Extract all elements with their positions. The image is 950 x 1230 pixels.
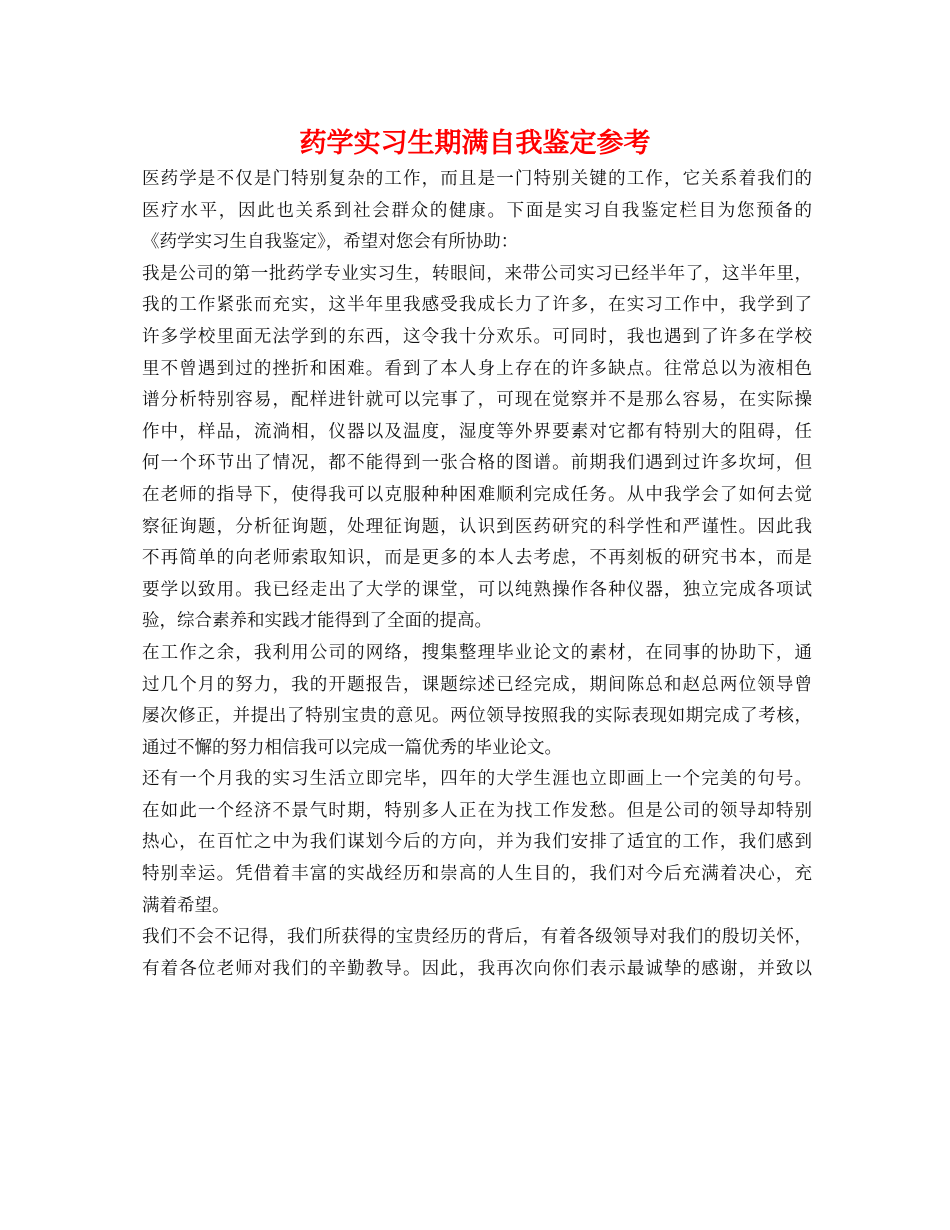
text-line: 我们不会不记得，我们所获得的宝贵经历的背后，有着各级领导对我们的殷切关怀， bbox=[142, 927, 812, 948]
text-line: 作中，样品，流淌相，仪器以及温度，湿度等外界要素对它都有特别大的阻碍，任 bbox=[142, 421, 812, 442]
document-body bbox=[142, 164, 812, 985]
text-line: 验，综合素养和实践才能得到了全面的提高。 bbox=[142, 611, 492, 632]
text-line: 在工作之余，我利用公司的网络，搜集整理毕业论文的素材，在同事的协助下，通 bbox=[142, 642, 812, 663]
text-line: 许多学校里面无法学到的东西，这令我十分欢乐。可同时，我也遇到了许多在学校 bbox=[142, 326, 812, 347]
text-line: 何一个环节出了情况，都不能得到一张合格的图谱。前期我们遇到过许多坎坷，但 bbox=[142, 453, 812, 474]
text-line: 在老师的指导下，使得我可以克服种种困难顺利完成任务。从中我学会了如何去觉 bbox=[142, 484, 812, 505]
text-line: 还有一个月我的实习生活立即完毕，四年的大学生涯也立即画上一个完美的句号。 bbox=[142, 769, 812, 790]
text-line: 里不曾遇到过的挫折和困难。看到了本人身上存在的许多缺点。往常总以为液相色 bbox=[142, 358, 812, 379]
text-line: 我的工作紧张而充实，这半年里我感受我成长力了许多，在实习工作中，我学到了 bbox=[142, 295, 812, 316]
text-line: 谱分析特别容易，配样进针就可以完事了，可现在觉察并不是那么容易，在实际操 bbox=[142, 390, 812, 411]
text-line: 不再简单的向老师索取知识，而是更多的本人去考虑，不再刻板的研究书本，而是 bbox=[142, 548, 812, 569]
document-title: 药学实习生期满自我鉴定参考 bbox=[299, 128, 651, 159]
text-line: 屡次修正，并提出了特别宝贵的意见。两位领导按照我的实际表现如期完成了考核， bbox=[142, 706, 812, 727]
text-line: 过几个月的努力，我的开题报告，课题综述已经完成，期间陈总和赵总两位领导曾 bbox=[142, 674, 812, 695]
text-line: 《药学实习生自我鉴定》，希望对您会有所协助： bbox=[142, 232, 519, 253]
text-line: 要学以致用。我已经走出了大学的课堂，可以纯熟操作各种仪器，独立完成各项试 bbox=[142, 579, 812, 600]
text-line: 医疗水平，因此也关系到社会群众的健康。下面是实习自我鉴定栏目为您预备的 bbox=[142, 200, 812, 221]
text-line: 特别幸运。凭借着丰富的实战经历和崇高的人生目的，我们对今后充满着决心，充 bbox=[142, 864, 812, 885]
text-line: 医药学是不仅是门特别复杂的工作，而且是一门特别关键的工作，它关系着我们的 bbox=[142, 169, 812, 189]
text-line: 满着希望。 bbox=[142, 895, 230, 916]
text-line: 有着各位老师对我们的辛勤教导。因此，我再次向你们表示最诚挚的感谢，并致以 bbox=[142, 958, 812, 979]
text-line: 通过不懈的努力相信我可以完成一篇优秀的毕业论文。 bbox=[142, 737, 562, 758]
text-line: 热心，在百忙之中为我们谋划今后的方向，并为我们安排了适宜的工作，我们感到 bbox=[142, 832, 812, 853]
text-line: 我是公司的第一批药学专业实习生，转眼间，来带公司实习已经半年了，这半年里， bbox=[142, 263, 812, 284]
text-line: 在如此一个经济不景气时期，特别多人正在为找工作发愁。但是公司的领导却特别 bbox=[142, 800, 812, 821]
text-line: 察征询题，分析征询题，处理征询题，认识到医药研究的科学性和严谨性。因此我 bbox=[142, 516, 812, 537]
